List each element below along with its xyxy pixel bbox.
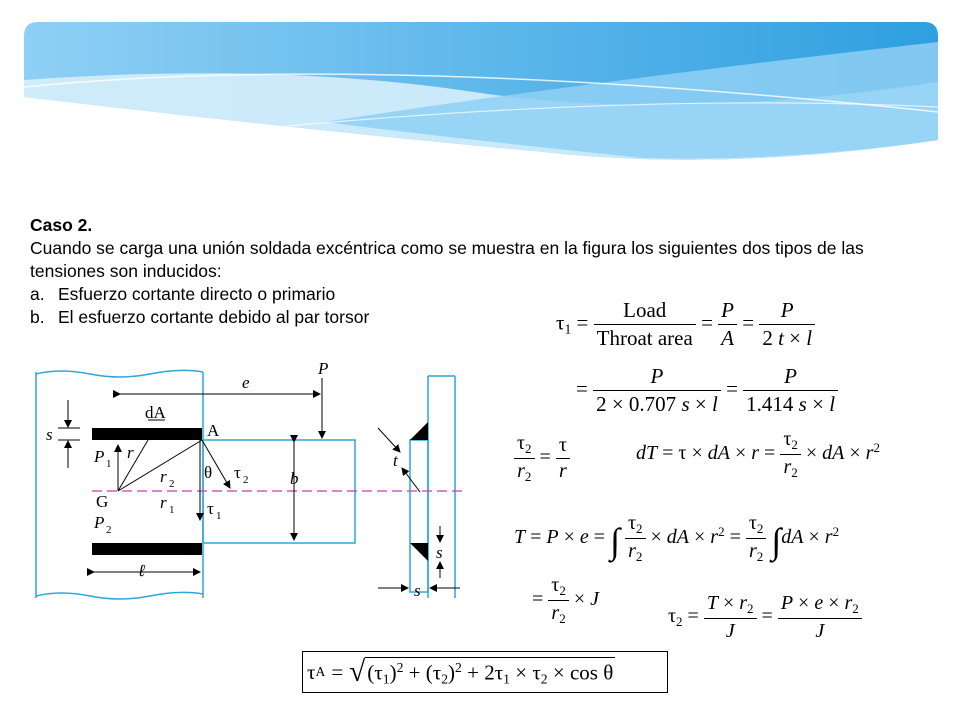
label-b: b: [290, 469, 299, 488]
label-s: s: [46, 425, 53, 444]
label-r1: r: [160, 493, 167, 512]
label-tau2-sub: 2: [243, 474, 249, 486]
list-text-b: El esfuerzo cortante debido al par torsor: [58, 307, 370, 327]
label-tau1: τ: [207, 499, 214, 518]
side-weld-top: [410, 422, 428, 440]
label-tau1-sub: 1: [216, 510, 222, 522]
label-P2-sub: 2: [106, 524, 112, 536]
label-dA: dA: [145, 403, 166, 422]
eq-tau2: $\tau_2$ = $\frac{T \times r_2}{J}$ = $\frac{P \times e \times r_2}{J}$: [668, 592, 862, 643]
label-r1-sub: 1: [169, 504, 175, 516]
eq-torque: T = P × e = ∫ $\frac{\tau_2}{r_2}$ × dA × $r^2$ = $\frac{\tau_2}{r_2}$ $\int dA \times r^2$: [514, 512, 840, 564]
label-P1: P: [94, 447, 105, 466]
weld-top: [92, 428, 202, 440]
label-e: e: [242, 373, 250, 392]
eq-dT: dT = τ × dA × r = $\frac{\tau_2}{r_2}$ × dA × $r^2$: [636, 428, 880, 480]
figure-labels: [46, 359, 443, 600]
eq-tau1: $\tau_1$ = $\frac{\text{Load}}{\text{Throat area}}$ = $\frac{P}{A}$ = $\frac{P}{2 t \times l}$: [556, 298, 815, 351]
weld-bottom: [92, 543, 202, 555]
arrow-t2: [402, 468, 420, 492]
label-theta: θ: [204, 463, 213, 482]
side-plate: [410, 440, 428, 592]
list-text-a: Esfuerzo cortante directo o primario: [58, 284, 336, 304]
eq-tau1-expanded: = $\frac{P}{2 \times 0.707 s \times l}$ = $\frac{P}{1.414 s \times l}$: [576, 364, 838, 417]
label-A: A: [207, 421, 220, 440]
slide-intro: Cuando se carga una unión soldada excéntrica como se muestra en la figura los siguientes dos tipos de las tensiones son inducidos:: [30, 238, 864, 281]
label-P: P: [318, 359, 329, 378]
dimension-lines: [58, 378, 460, 588]
eq-resultant-box: τ A = √ $(\tau_1)^2 + (\tau_2)^2 + 2\tau_1 \times \tau_2 \times \cos \theta$: [302, 651, 668, 693]
label-r2-sub: 2: [169, 478, 175, 490]
side-weld-bottom: [410, 543, 428, 561]
label-tau2: τ: [234, 463, 241, 482]
column-top-break: [36, 370, 203, 377]
label-ell: ℓ: [138, 561, 146, 580]
label-G: G: [96, 492, 109, 511]
arrow-t1: [378, 428, 400, 452]
label-s-side: s: [436, 543, 443, 562]
slide-title: Caso 2.: [30, 215, 93, 235]
label-t: t: [393, 451, 398, 470]
column-bottom-break: [36, 592, 203, 599]
label-s-bottom: s: [414, 581, 421, 600]
label-P2: P: [94, 513, 105, 532]
list-marker-b: b.: [30, 307, 45, 327]
eq-ratio: $\frac{\tau_2}{r_2}$ = $\frac{\tau}{r}$: [514, 432, 570, 485]
label-r: r: [127, 443, 134, 462]
list-marker-a: a.: [30, 284, 45, 304]
eq-torque-J: = $\frac{\tau_2}{r_2}$ × J: [532, 574, 599, 626]
label-P1-sub: 1: [106, 458, 112, 470]
label-r2: r: [160, 467, 167, 486]
